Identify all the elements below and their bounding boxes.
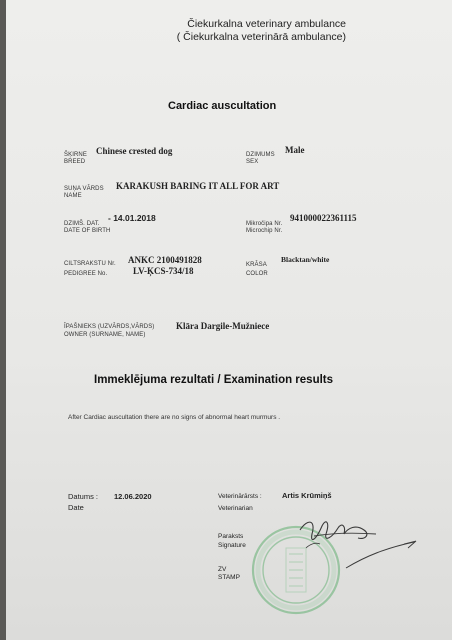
- vet-label-lv: Veterinārārsts :: [218, 493, 262, 500]
- chip-label-en: Microchip Nr.: [246, 228, 283, 234]
- vet-value: Artis Krūmiņš: [282, 491, 332, 500]
- document-page: [6, 0, 452, 640]
- name-label-en: NAME: [64, 193, 82, 199]
- sex-label-lv: DZIMUMS: [246, 152, 275, 158]
- date-value: 12.06.2020: [114, 492, 152, 501]
- pedigree-label-lv: CILTSRAKSTU Nr.: [64, 261, 116, 267]
- document-title: Cardiac auscultation: [168, 100, 277, 112]
- stamp-label-lv: ZV: [218, 566, 227, 573]
- color-label-lv: KRĀSA: [246, 262, 267, 268]
- date-label-en: Date: [68, 503, 84, 512]
- owner-label-en: OWNER (SURNAME, NAME): [64, 332, 146, 338]
- org-name-latvian: ( Čiekurkalna veterinārā ambulance): [176, 31, 346, 43]
- vet-label-en: Veterinarian: [218, 505, 253, 512]
- signature-icon: [286, 504, 426, 594]
- name-label-lv: SUŅA VĀRDS: [64, 186, 104, 192]
- chip-label-lv: Mikročipa Nr.: [246, 221, 283, 227]
- signature-label-lv: Paraksts: [218, 533, 244, 540]
- owner-label-lv: ĪPAŠNIEKS (UZVĀRDS,VĀRDS): [64, 324, 155, 330]
- dob-label-en: DATE OF BIRTH: [64, 228, 111, 234]
- date-label-lv: Datums :: [68, 492, 99, 501]
- breed-label-lv: ŠĶIRNE: [64, 152, 87, 158]
- signature-label-en: Signature: [218, 542, 246, 549]
- sex-value: Male: [285, 145, 305, 155]
- dog-name-value: KARAKUSH BARING IT ALL FOR ART: [116, 181, 280, 191]
- microchip-value: 941000022361115: [290, 213, 357, 223]
- breed-label-en: BREED: [64, 159, 86, 165]
- pedigree-label-en: PEDIGREE No.: [64, 271, 108, 277]
- results-heading: Immeklējuma rezultati / Examination results: [94, 374, 334, 386]
- pedigree-value-lv: LV-ĶCS-734/18: [133, 266, 194, 276]
- stamp-label-en: STAMP: [218, 574, 240, 581]
- color-value: Blacktan/white: [281, 255, 330, 264]
- owner-value: Klāra Dargile-Mužniece: [176, 321, 270, 331]
- results-text: After Cardiac auscultation there are no signs of abnormal heart murmurs .: [68, 414, 281, 421]
- org-name: Čiekurkalna veterinary ambulance: [187, 18, 346, 30]
- pedigree-value-ankc: ANKC 2100491828: [128, 255, 202, 265]
- breed-value: Chinese crested dog: [96, 146, 173, 156]
- dob-label-lv: DZIMŠ. DAT.: [64, 221, 100, 227]
- color-label-en: COLOR: [246, 271, 268, 277]
- dob-value: - 14.01.2018: [108, 213, 156, 223]
- sex-label-en: SEX: [246, 159, 259, 165]
